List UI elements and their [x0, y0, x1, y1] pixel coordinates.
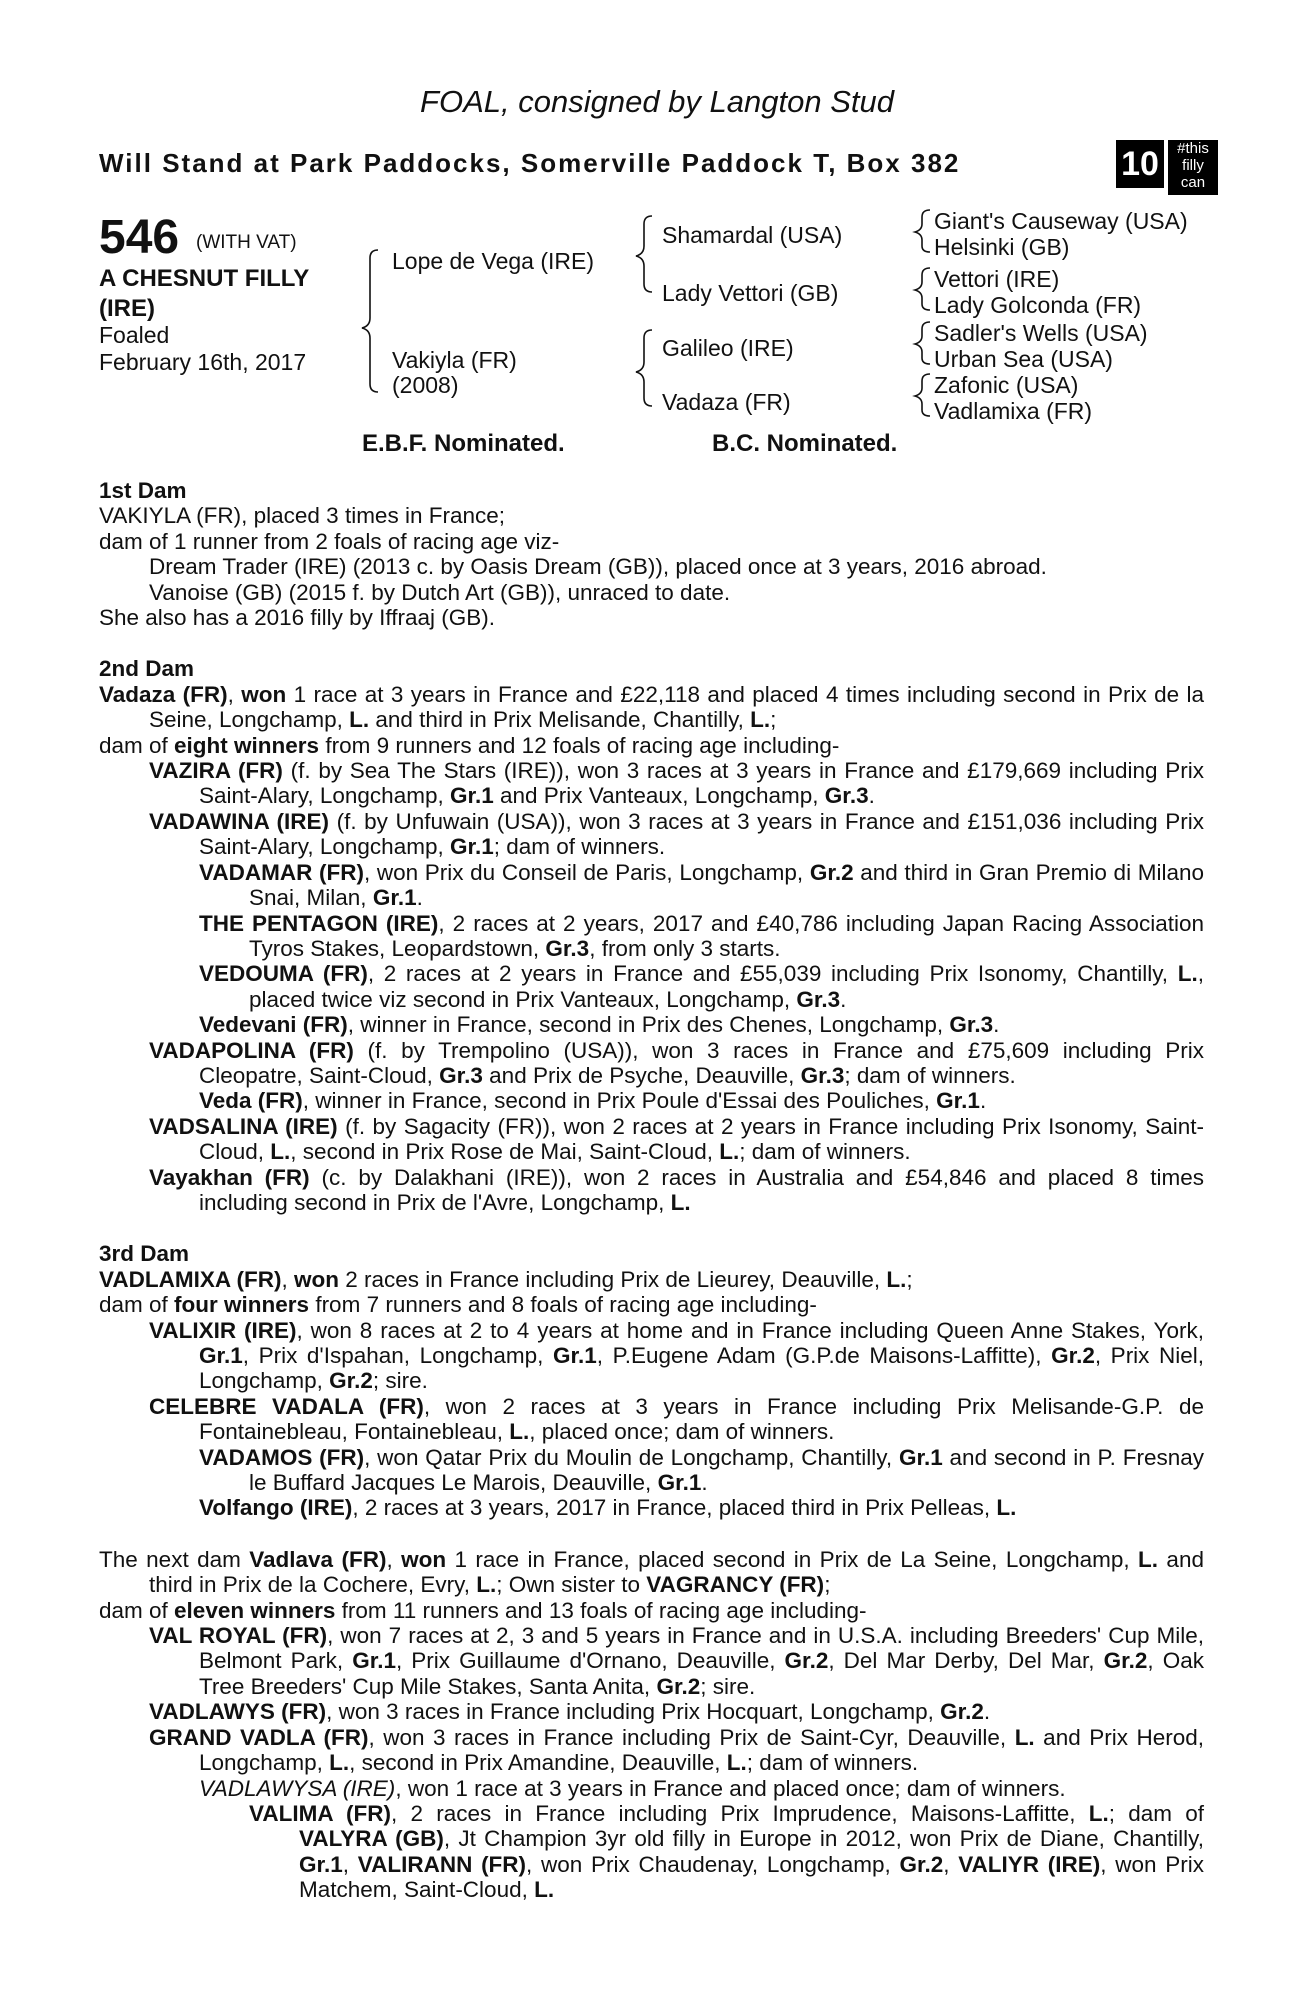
- entry-vedevani: Vedevani (FR), winner in France, second in Prix des Chenes, Longchamp, Gr.3.: [199, 1012, 1000, 1038]
- ss-sire: Giant's Causeway (USA): [934, 208, 1188, 234]
- catalogue-text: [99, 478, 1204, 1903]
- entry-vadamos: VADAMOS (FR), won Qatar Prix du Moulin de Longchamp, Chantilly, Gr.1 and second in P. Fresnay le Buffard Jacques Le Marois, Deauville, Gr.1.: [199, 1444, 1204, 1496]
- lot-name-line2: (IRE): [99, 295, 155, 322]
- first-dam-p1: VAKIYLA (FR), placed 3 times in France;: [99, 503, 505, 529]
- entry-vazira: VAZIRA (FR) (f. by Sea The Stars (IRE)), won 3 races at 3 years in France and £179,669 including Prix Saint-Alary, Longchamp, Gr.1 and Prix Vanteaux, Longchamp, Gr.3.: [149, 758, 1204, 809]
- entry-vadlawysa: VADLAWYSA (IRE), won 1 race at 3 years in France and placed once; dam of winners.: [199, 1775, 1066, 1801]
- bracket-ds: [915, 322, 930, 364]
- bracket-ss: [915, 210, 930, 252]
- entry-vedouma: VEDOUMA (FR), 2 races at 2 years in France and £55,039 including Prix Isonomy, Chantilly, L., placed twice viz second in Prix Vanteaux, Longchamp, Gr.3.: [199, 961, 1204, 1012]
- bracket-sd: [915, 268, 930, 310]
- this-filly-can-logo: #this filly can: [1168, 140, 1218, 195]
- bracket-main: [362, 250, 378, 392]
- first-dam-p5: She also has a 2016 filly by Iffraaj (GB).: [99, 605, 496, 631]
- dd-sire: Zafonic (USA): [934, 372, 1079, 398]
- first-dam-heading: 1st Dam: [99, 478, 187, 503]
- dam-dam: Vadaza (FR): [662, 389, 791, 415]
- sire: Lope de Vega (IRE): [392, 248, 595, 274]
- second-dam-heading: 2nd Dam: [99, 656, 195, 682]
- entry-vadapolina: VADAPOLINA (FR) (f. by Trempolino (USA)), won 3 races in France and £75,609 including Prix Cleopatre, Saint-Cloud, Gr.3 and Prix de Psyche, Deauville, Gr.3; dam of winners.: [149, 1037, 1204, 1088]
- stand-location: Will Stand at Park Paddocks, Somerville Paddock T, Box 382: [99, 148, 961, 178]
- first-dam-p4: Vanoise (GB) (2015 f. by Dutch Art (GB)), unraced to date.: [149, 579, 731, 605]
- first-dam-p2: dam of 1 runner from 2 foals of racing age viz-: [99, 528, 560, 554]
- entry-vayakhan: Vayakhan (FR) (c. by Dalakhani (IRE)), won 2 races in Australia and £54,846 and placed 8 times including second in Prix de l'Avre, Longchamp, L.: [149, 1164, 1204, 1215]
- third-dam-line1: VADLAMIXA (FR), won 2 races in France including Prix de Lieurey, Deauville, L.;: [99, 1266, 913, 1292]
- dam-sire: Galileo (IRE): [662, 335, 794, 361]
- entry-celebre-vadala: CELEBRE VADALA (FR), won 2 races at 3 years in France including Prix Melisande-G.P. de Fontainebleau, Fontainebleau, L., placed once; dam of winners.: [149, 1393, 1204, 1445]
- dam: Vakiyla (FR): [392, 347, 517, 373]
- entry-grand-vadla: GRAND VADLA (FR), won 3 races in France including Prix de Saint-Cyr, Deauville, L. and Prix Herod, Longchamp, L., second in Prix Amandine, Deauville, L.; dam of winners.: [149, 1724, 1204, 1776]
- page-title: FOAL, consigned by Langton Stud: [420, 84, 894, 119]
- dam-year: (2008): [392, 372, 459, 398]
- entry-val-royal: VAL ROYAL (FR), won 7 races at 2, 3 and 5 years in France and in U.S.A. including Breeders' Cup Mile, Belmont Park, Gr.1, Prix Guillaume d'Ornano, Deauville, Gr.2, Del Mar Derby, Del Mar, Gr.2, Oak Tree Breeders' Cup Mile Stakes, Santa Anita, Gr.2; sire.: [149, 1623, 1204, 1699]
- ten-logo-icon: 10: [1116, 140, 1164, 188]
- second-dam-line2: dam of eight winners from 9 runners and 12 foals of racing age including-: [99, 732, 840, 758]
- second-dam-line1: Vadaza (FR), won 1 race at 3 years in France and £22,118 and placed 4 times including second in Prix de la Seine, Longchamp, L. and third in Prix Melisande, Chantilly, L.;: [99, 681, 1204, 733]
- entry-the-pentagon: THE PENTAGON (IRE), 2 races at 2 years, 2017 and £40,786 including Japan Racing Association Tyros Stakes, Leopardstown, Gr.3, from only 3 starts.: [199, 910, 1204, 961]
- bc-nominated: B.C. Nominated.: [712, 430, 898, 457]
- foaled-date: February 16th, 2017: [99, 349, 307, 375]
- first-dam-p3: Dream Trader (IRE) (2013 c. by Oasis Dream (GB)), placed once at 3 years, 2016 abroad.: [149, 554, 1047, 580]
- bracket-dd: [915, 374, 930, 416]
- lot-number: 546: [99, 211, 180, 264]
- next-dam-line1: The next dam Vadlava (FR), won 1 race in France, placed second in Prix de La Seine, Longchamp, L. and third in Prix de la Cochere, Evry, L.; Own sister to VAGRANCY (FR);: [99, 1546, 1204, 1598]
- bracket-dam: [636, 330, 652, 406]
- third-dam-line2: dam of four winners from 7 runners and 8 foals of racing age including-: [99, 1292, 817, 1318]
- entry-vadlawys: VADLAWYS (FR), won 3 races in France including Prix Hocquart, Longchamp, Gr.2.: [149, 1699, 991, 1725]
- entry-vadsalina: VADSALINA (IRE) (f. by Sagacity (FR)), won 2 races at 2 years in France including Prix Isonomy, Saint-Cloud, L., second in Prix Rose de Mai, Saint-Cloud, L.; dam of winners.: [149, 1113, 1204, 1165]
- lot-vat: (WITH VAT): [196, 232, 297, 253]
- foaled-label: Foaled: [99, 322, 170, 348]
- third-dam-heading: 3rd Dam: [99, 1241, 190, 1267]
- ds-dam: Urban Sea (USA): [934, 346, 1113, 372]
- entry-vadamar: VADAMAR (FR), won Prix du Conseil de Paris, Longchamp, Gr.2 and third in Gran Premio di Milano Snai, Milan, Gr.1.: [199, 859, 1204, 911]
- entry-veda: Veda (FR), winner in France, second in Prix Poule d'Essai des Pouliches, Gr.1.: [199, 1088, 987, 1114]
- ebf-nominated: E.B.F. Nominated.: [362, 430, 565, 457]
- entry-valima: VALIMA (FR), 2 races in France including Prix Imprudence, Maisons-Laffitte, L.; dam of VALYRA (GB), Jt Champion 3yr old filly in Europe in 2012, won Prix de Diane, Chantilly, Gr.1, VALIRANN (FR), won Prix Chaudenay, Longchamp, Gr.2, VALIYR (IRE), won Prix Matchem, Saint-Cloud, L.: [249, 1800, 1205, 1903]
- sd-sire: Vettori (IRE): [934, 266, 1060, 292]
- entry-vadawina: VADAWINA (IRE) (f. by Unfuwain (USA)), won 3 races at 3 years in France and £151,036 including Prix Saint-Alary, Longchamp, Gr.1; dam of winners.: [149, 808, 1204, 860]
- entry-valixir: VALIXIR (IRE), won 8 races at 2 to 4 years at home and in France including Queen Anne Stakes, York, Gr.1, Prix d'Ispahan, Longchamp, Gr.1, P.Eugene Adam (G.P.de Maisons-Laffitte), Gr.2, Prix Niel, Longchamp, Gr.2; sire.: [149, 1317, 1205, 1394]
- dd-dam: Vadlamixa (FR): [934, 398, 1093, 424]
- lot-name-line1: A CHESNUT FILLY: [99, 265, 310, 292]
- sd-dam: Lady Golconda (FR): [934, 292, 1142, 318]
- next-dam-line2: dam of eleven winners from 11 runners and 13 foals of racing age including-: [99, 1597, 867, 1623]
- ss-dam: Helsinki (GB): [934, 234, 1070, 260]
- bracket-sire: [636, 216, 652, 292]
- sire-sire: Shamardal (USA): [662, 222, 843, 248]
- entry-volfango: Volfango (IRE), 2 races at 3 years, 2017 in France, placed third in Prix Pelleas, L.: [199, 1495, 1017, 1521]
- ds-sire: Sadler's Wells (USA): [934, 320, 1148, 346]
- sire-dam: Lady Vettori (GB): [662, 280, 839, 306]
